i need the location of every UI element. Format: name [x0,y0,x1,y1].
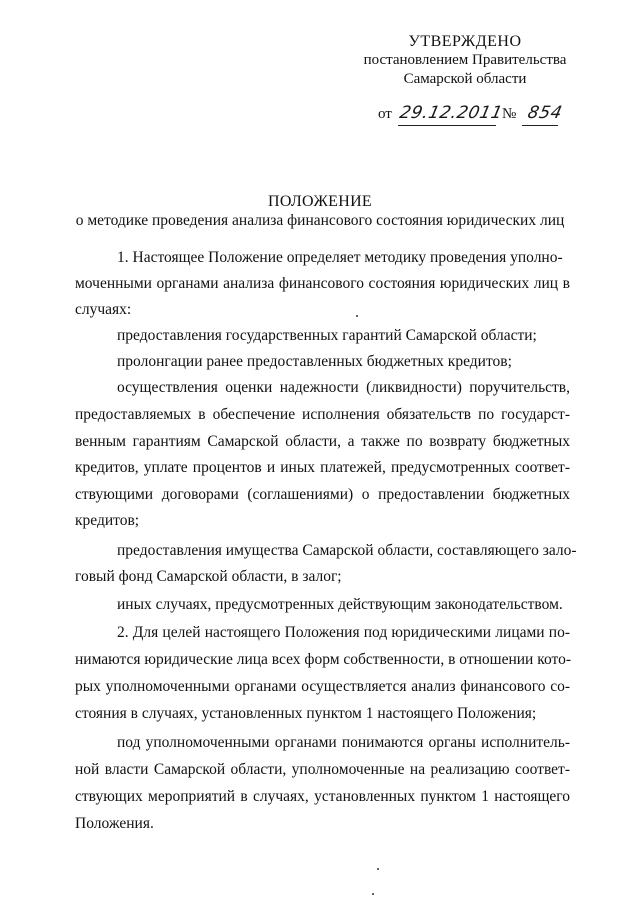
approval-region-line: Самарской области [403,71,527,87]
body-line: иных случаях, предусмотренных действующим законодательством. [117,596,563,613]
body-line: моченными органами анализа финансового состояния юридических лиц в [75,275,570,292]
body-line: ной власти Самарской области, уполномоченные на реализацию соответ- [75,761,570,778]
body-line: 2. Для целей настоящего Положения под юридическими лицами по- [117,624,570,641]
body-line: под уполномоченными органами понимаются органы исполнитель- [117,734,570,751]
decree-date: 29.12.2011 [397,103,505,123]
body-line: кредитов; [75,512,140,529]
decree-number: 854 [525,103,565,123]
body-line: говый фонд Самарской области, в залог; [75,568,342,585]
body-line: пролонгации ранее предоставленных бюджетных кредитов; [117,353,512,370]
body-line: ствующими договорами (соглашениями) о предоставлении бюджетных [75,486,570,503]
body-line: стояния в случаях, установленных пунктом 1 настоящего Положения; [75,705,537,722]
body-line: нимаются юридические лица всех форм собственности, в отношении кото- [75,651,571,668]
approval-stamp [360,32,570,89]
body-line: кредитов, уплате процентов и иных платежей, предусмотренных соответ- [75,459,570,476]
body-line: 1. Настоящее Положение определяет методику проведения уполно- [117,249,563,266]
decree-number-sign: № [502,106,517,122]
document-title: ПОЛОЖЕНИЕ [267,193,372,210]
scan-speck [372,893,374,895]
body-line: осуществления оценки надежности (ликвидности) поручительств, [117,379,570,396]
body-line: рых уполномоченными органами осуществляется анализ финансового со- [75,678,570,695]
decree-reference [378,103,578,128]
body-line: ствующих мероприятий в случаях, установленных пунктом 1 настоящего [75,788,570,805]
body-line: предоставляемых в обеспечение исполнения обязательств по государст- [75,406,570,423]
body-line: Положения. [75,815,154,832]
approval-word: УТВЕРЖДЕНО [408,33,522,50]
date-underline [398,125,496,126]
number-underline [522,125,558,126]
approval-issuer-line: постановлением Правительства [363,52,567,68]
decree-prefix: от [378,106,392,122]
body-line: предоставления государственных гарантий Самарской области; [117,327,537,344]
body-line: венным гарантиям Самарской области, а также по возврату бюджетных [75,433,570,450]
body-line: предоставления имущества Самарской области, составляющего зало- [117,542,577,559]
document-subtitle: о методике проведения анализа финансового состояния юридических лиц [75,212,565,229]
scan-speck [377,868,379,870]
scan-speck [356,315,358,317]
body-line: случаях: [75,301,132,318]
